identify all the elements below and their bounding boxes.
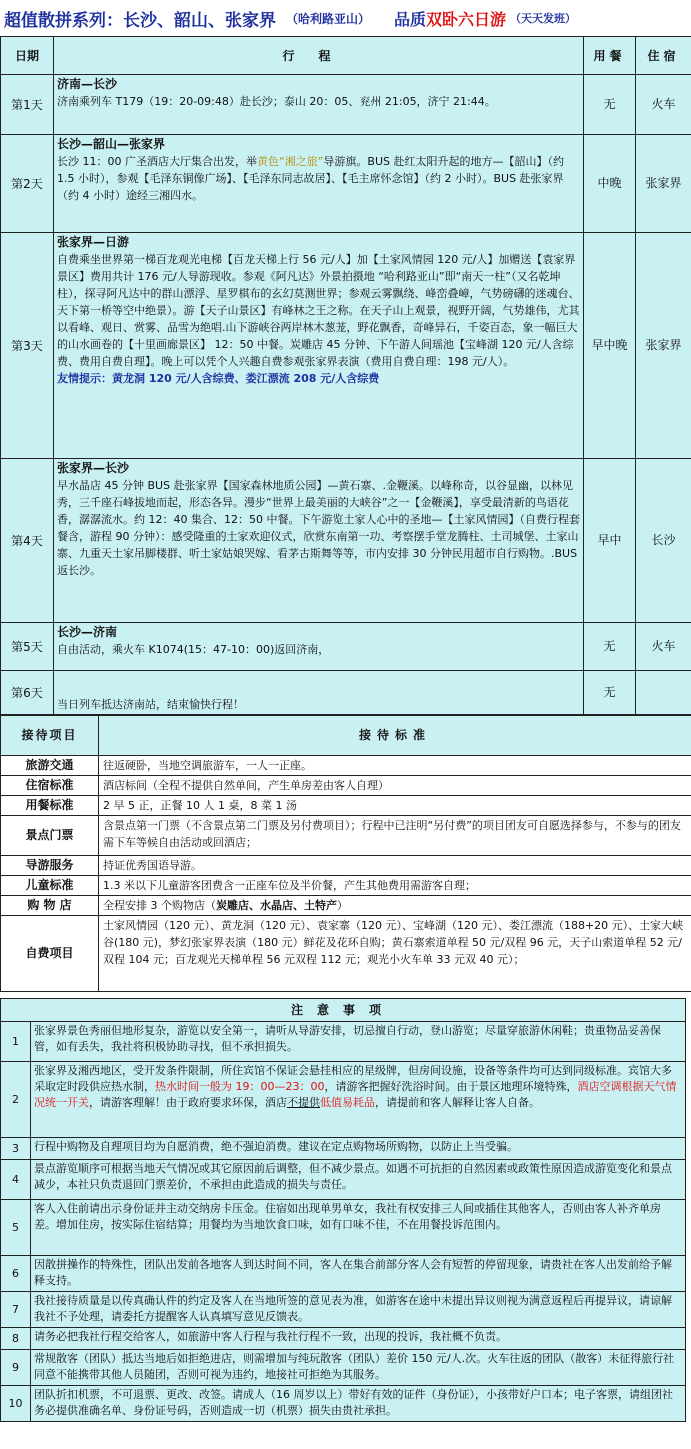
standard-row xyxy=(1,896,691,916)
standard-value xyxy=(99,896,691,916)
note-text: 我社接待质量是以传真确认件的约定及客人在当地所签的意见表为准，如游客在途中未提出异议则视为满意返程后再提异议，请谅解我社不予处理，请委托方提醒客人认真填写意见反馈表。 xyxy=(31,1292,686,1328)
note-text: 团队折扣机票，不可退票、更改、改签。请成人（16 周岁以上）带好有效的证件（身份证），小孩带好户口本；电子客票，请组团社务必提供准确名单、身份证号码，否则造成一切（机票）损失由贵社承担。 xyxy=(31,1386,686,1422)
note-row xyxy=(1,1328,686,1350)
standard-row xyxy=(1,756,691,776)
note-number: 5 xyxy=(1,1200,31,1256)
guide-flag-text: 黄色“湘之旅” xyxy=(257,155,324,168)
standard-value: 往返硬卧，当地空调旅游车，一人一正座。 xyxy=(99,756,691,776)
friendly-tip: 友情提示：黄龙洞 120 元/人含综费、娄江漂流 208 元/人含综费 xyxy=(57,372,380,385)
standard-label: 导游服务 xyxy=(1,856,99,876)
note-number: 4 xyxy=(1,1160,31,1200)
note-text: 客人入住前请出示身份证并主动交纳房卡压金。住宿如出现单男单女，我社有权安排三人间或插住其他客人，否则由客人补齐单房差。增加住房，按实际住宿结算；用餐均为当地饮食口味，如有口味不佳，不在用餐投诉范围内。 xyxy=(31,1200,686,1256)
note-text: 常规散客（团队）抵达当地后如拒绝进店，则需增加与纯玩散客（团队）差价 150 元/人.次。火车往返的团队（散客）未征得旅行社同意不能携带其他人员随团，否则可视为违约，地接社可拒绝为其服务。 xyxy=(31,1350,686,1386)
day-description: 当日列车抵达济南站，结束愉快行程！ xyxy=(57,698,244,711)
standard-row xyxy=(1,876,691,896)
standard-row xyxy=(1,816,691,856)
day-content xyxy=(54,623,584,671)
note-row xyxy=(1,1062,686,1138)
note-row xyxy=(1,1160,686,1200)
day-label: 第6天 xyxy=(1,671,54,715)
standard-value: 酒店标间（全程不提供自然单间，产生单房差由客人自理） xyxy=(99,776,691,796)
itinerary-row xyxy=(1,671,691,715)
itinerary-row xyxy=(1,135,691,233)
departure-note: （天天发班） xyxy=(510,12,577,25)
stay-value xyxy=(636,671,691,715)
note-text-part: ，请游客把握好洗浴时间。由于景区地理环境特殊， xyxy=(324,1080,578,1093)
note-number: 3 xyxy=(1,1138,31,1160)
day-description: 自由活动，乘火车 K1074(15：47-10：00)返回济南， xyxy=(57,643,330,656)
day-label: 第1天 xyxy=(1,75,54,135)
meal-value: 中晚 xyxy=(584,135,636,233)
meal-value: 早中晚 xyxy=(584,233,636,459)
day-content xyxy=(54,135,584,233)
note-number: 7 xyxy=(1,1292,31,1328)
standard-row xyxy=(1,796,691,816)
day-content xyxy=(54,233,584,459)
standard-value: 2 早 5 正，正餐 10 人 1 桌，8 菜 1 汤 xyxy=(99,796,691,816)
itinerary-table xyxy=(0,36,691,715)
meal-value: 早中 xyxy=(584,459,636,623)
note-row xyxy=(1,1200,686,1256)
page-header xyxy=(0,0,691,36)
day-title: 长沙—韶山—张家界 xyxy=(57,137,166,151)
notes-header-row xyxy=(1,999,686,1022)
shopping-text-end: ） xyxy=(337,899,348,912)
note-number: 6 xyxy=(1,1256,31,1292)
day-description: 自费乘坐世界第一梯百龙观光电梯【百龙天梯上行 56 元/人】加【土家风情园 120 元/人】加赠送【袁家界景区】费用共计 176 元/人导游现收。参观《阿凡达》外景拍摄地 “哈利路亚山”即“南天一柱”（又名乾坤柱），探寻阿凡达中的群山漂浮、星罗棋布的玄幻莫测世界；参观云雾飘绕、峰峦叠嶂，气势磅礴的迷魂台、天下第一桥等空中绝景）。游【天子山景区】有峰林之王之称。在天子山上观景，视野开阔，气势雄伟，尤其以看峰、观日、赏雾、品雪为绝唱.山下游峡谷两岸林木葱茏，野花飘香，奇峰异石，千姿百态，象一幅巨大的山水画卷的【十里画廊景区】 12：50 中餐。炭雕店 45 分钟、下午游人间瑶池【宝峰湖 120 元/人含综费、费用自费自理】。晚上可以凭个人兴趣自费参观张家界表演（费用自费自理：198 元/人）。 xyxy=(57,253,580,368)
notes-table xyxy=(0,998,686,1422)
col-route: 行程 xyxy=(54,37,584,75)
day-description xyxy=(57,153,580,204)
tour-highlight: 双卧六日游 xyxy=(426,9,507,29)
note-row xyxy=(1,1138,686,1160)
standard-label: 住宿标准 xyxy=(1,776,99,796)
service-standards-table xyxy=(0,715,691,992)
col-item: 接待项目 xyxy=(1,716,99,756)
itinerary-row xyxy=(1,623,691,671)
day-title: 济南—长沙 xyxy=(57,77,118,91)
air-conditioning-note: 酒店空调根据天气情况统一开关 xyxy=(34,1080,677,1109)
note-text: 因散拼操作的特殊性，团队出发前各地客人到达时间不同，客人在集合前部分客人会有短暂的停留现象，请贵社在客人出发前给予解释支持。 xyxy=(31,1256,686,1292)
stay-value: 火车 xyxy=(636,623,691,671)
standard-label: 购 物 店 xyxy=(1,896,99,916)
standard-row xyxy=(1,916,691,992)
note-text: 张家界景色秀丽但地形复杂，游览以安全第一，请听从导游安排，切忌擅自行动，登山游览；尽量穿旅游休闲鞋；贵重物品妥善保管，如有丢失，我社将积极协助寻找，但不承担损失。 xyxy=(31,1022,686,1062)
day-title: 张家界—长沙 xyxy=(57,461,130,475)
day-label: 第3天 xyxy=(1,233,54,459)
col-stay: 住宿 xyxy=(636,37,691,75)
note-number: 10 xyxy=(1,1386,31,1422)
standard-label: 旅游交通 xyxy=(1,756,99,776)
day-content xyxy=(54,459,584,623)
col-meal: 用餐 xyxy=(584,37,636,75)
quality-label: 品质 xyxy=(394,9,427,29)
note-number: 8 xyxy=(1,1328,31,1350)
standard-label: 儿童标准 xyxy=(1,876,99,896)
itinerary-row xyxy=(1,459,691,623)
tour-series-title: 超值散拼系列：长沙、韶山、张家界 xyxy=(4,10,276,31)
col-standard: 接待标准 xyxy=(99,716,691,756)
note-row xyxy=(1,1022,686,1062)
note-text-part: ，请游客理解！由于政府要求环保，酒店 xyxy=(89,1096,287,1109)
standard-value: 持证优秀国语导游。 xyxy=(99,856,691,876)
shopping-text: 全程安排 3 个购物店（ xyxy=(103,899,216,912)
note-number: 9 xyxy=(1,1350,31,1386)
day-description: 早水晶店 45 分钟 BUS 赴张家界【国家森林地质公园】—黄石寨、.金鞭溪。以峰称奇，以谷显幽，以林见秀，三千座石峰拔地而起，形态各异。漫步“世界上最美丽的大峡谷”之一【金鞭溪】，享受最清新的鸟语花香，潺潺流水。约 12：40 集合、12：50 中餐。下午游览土家人心中的圣地—【土家风情园】（自费行程套餐含，游程 90 分钟）：感受隆重的土家欢迎仪式，欣赏东南第一功、考察摆手堂龙腾柱、土司城堡、土家山寨、九重天土家吊脚楼群、听土家姑娘哭嫁、看茅古斯舞等等，市内安排 30 分钟民用超市自行购物。.BUS 返长沙。 xyxy=(57,479,580,577)
day-label: 第5天 xyxy=(1,623,54,671)
note-text: 景点游览顺序可根据当地天气情况或其它原因前后调整，但不减少景点。如遇不可抗拒的自然因素或政策性原因造成游览变化和景点减少，本社只负责退回门票差价，不承担由此造成的损失与责任。 xyxy=(31,1160,686,1200)
note-row xyxy=(1,1256,686,1292)
note-row xyxy=(1,1350,686,1386)
day-content xyxy=(54,75,584,135)
stay-value: 长沙 xyxy=(636,459,691,623)
standard-label: 景点门票 xyxy=(1,816,99,856)
standard-label: 自费项目 xyxy=(1,916,99,992)
note-text: 请务必把我社行程交给客人，如旅游中客人行程与我社行程不一致，出现的投诉，我社概不负责。 xyxy=(31,1328,686,1350)
consumables-text: 低值易耗品 xyxy=(320,1096,375,1109)
note-text xyxy=(31,1062,686,1138)
standard-value: 1.3 米以下儿童游客团费含一正座车位及半价餐，产生其他费用需游客自理； xyxy=(99,876,691,896)
itinerary-row xyxy=(1,75,691,135)
stay-value: 张家界 xyxy=(636,135,691,233)
standard-value: 土家风情园（120 元）、黄龙洞（120 元）、袁家寨（120 元）、宝峰湖（120 元）、娄江漂流（188+20 元）、土家大峡谷(180 元)，梦幻张家界表演（180 元）鲜花及花环自购；黄石寨索道单程 50 元/双程 96 元，天子山索道单程 52 元/双程 104 元；百龙观光天梯单程 56 元双程 112 元；观光小火车单 33 元双 40 元）； xyxy=(99,916,691,992)
day-title: 长沙—济南 xyxy=(57,625,118,639)
desc-text: 长沙 11：00 广圣酒店大厅集合出发，举 xyxy=(57,155,257,168)
itinerary-row xyxy=(1,233,691,459)
meal-value: 无 xyxy=(584,623,636,671)
standard-label: 用餐标准 xyxy=(1,796,99,816)
note-text-part: ，请提前和客人解释让客人自备。 xyxy=(375,1096,540,1109)
note-text: 行程中购物及自理项目均为自愿消费，绝不强迫消费。建议在定点购物场所购物，以防止上当受骗。 xyxy=(31,1138,686,1160)
day-description: 济南乘列车 T179（19：20-09:48）赴长沙；泰山 20：05、兖州 21:05，济宁 21:44。 xyxy=(57,95,496,108)
meal-value: 无 xyxy=(584,671,636,715)
note-row xyxy=(1,1386,686,1422)
standard-value: 含景点第一门票（不含景点第二门票及另付费项目）；行程中已注明“另付费”的项目团友可自愿选择参与，不参与的团友需下车等候自由活动或回酒店； xyxy=(99,816,691,856)
day-label: 第2天 xyxy=(1,135,54,233)
notes-heading: 注意事项 xyxy=(1,999,686,1022)
stay-value: 火车 xyxy=(636,75,691,135)
shopping-stores: 炭雕店、水晶店、土特产 xyxy=(216,899,337,912)
standard-row xyxy=(1,856,691,876)
note-row xyxy=(1,1292,686,1328)
note-number: 2 xyxy=(1,1062,31,1138)
standard-row xyxy=(1,776,691,796)
itinerary-header-row xyxy=(1,37,691,75)
day-content xyxy=(54,671,584,715)
day-title: 张家界—日游 xyxy=(57,235,130,249)
col-date: 日期 xyxy=(1,37,54,75)
meal-value: 无 xyxy=(584,75,636,135)
note-number: 1 xyxy=(1,1022,31,1062)
note-text-part: 张家界及湘西地区，受开发条件限制，所住宾馆不保证会悬挂相应的星级牌，但房间设施，设备等条件均可达到同级标准。宾馆大多采取定时段供应热水制， xyxy=(34,1064,672,1093)
desc-text: 导游旗。BUS 赴红太阳升起的地方—【韶山】（约 1.5 小时），参观【毛泽东铜像广场】、【毛泽东同志故居】、【毛主席怀念馆】（约 2 小时）。BUS 赴张家界（约 4 小时）途经三湘四水。 xyxy=(57,155,564,202)
not-provided-text: 不提供 xyxy=(287,1096,320,1109)
day-label: 第4天 xyxy=(1,459,54,623)
tour-subtitle: （哈利路亚山） xyxy=(286,11,371,26)
stay-value: 张家界 xyxy=(636,233,691,459)
standards-header-row xyxy=(1,716,691,756)
hot-water-hours: 热水时间一般为 19：00—23：00 xyxy=(155,1080,325,1093)
